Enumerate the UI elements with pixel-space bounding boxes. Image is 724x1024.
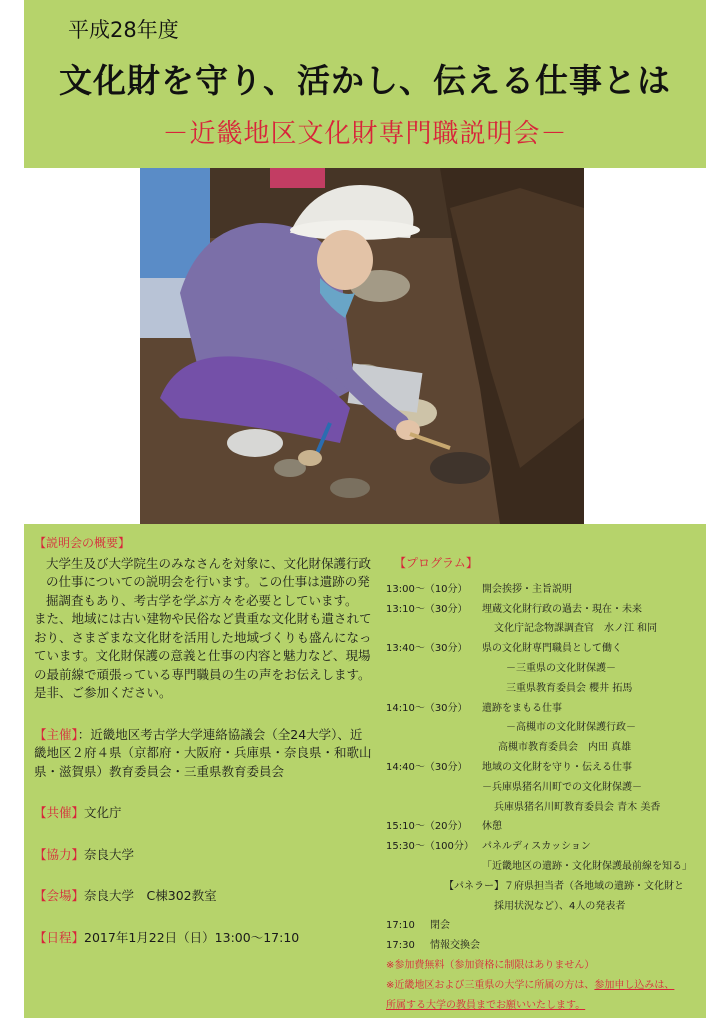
panelist-text: ７府県担当者（各地域の遺跡・文化財と [504, 880, 684, 892]
organizer-field [34, 726, 372, 782]
program-row [386, 817, 702, 837]
program-row [386, 758, 702, 778]
registration-note-emphasis: 参加申し込みは、 [594, 979, 675, 991]
program-time: 17:30 [386, 940, 415, 952]
support-value: 文化庁 [84, 805, 122, 820]
program-heading: 【プログラム】 [394, 556, 478, 570]
overview-column [34, 534, 372, 947]
page-title: 文化財を守り、活かし、伝える仕事とは [59, 61, 671, 100]
program-row [386, 936, 702, 956]
cooperation-field [34, 846, 372, 865]
content-panel [24, 524, 706, 1018]
program-row [386, 639, 702, 659]
program-time: 15:30～（100分） [386, 841, 474, 853]
header-banner [24, 0, 706, 168]
program-subtitle: 「近畿地区の遺跡・文化財保護最前線を知る」 [482, 860, 692, 872]
program-speaker: 文化庁記念物課調査官 水ノ江 和同 [494, 623, 658, 635]
registration-note [386, 976, 702, 996]
program-item: 閉会 [430, 920, 450, 932]
program-item: 地域の文化財を守り・伝える仕事 [482, 761, 632, 773]
program-time: 13:40～（30分） [386, 643, 468, 655]
organizer-label: 【主催】 [34, 726, 78, 742]
program-speaker: 高槻市教育委員会 内田 真雄 [498, 742, 632, 754]
program-subtitle: －兵庫県猪名川町での文化財保護－ [482, 781, 642, 793]
program-row [386, 699, 702, 719]
page-subtitle: －近畿地区文化財専門職説明会－ [162, 119, 568, 149]
program-item: 遺跡をまもる仕事 [482, 702, 562, 714]
overview-heading: 【説明会の概要】 [34, 536, 131, 550]
program-item: 県の文化財専門職員として働く [482, 643, 622, 655]
cooperation-label: 【協力】 [34, 846, 85, 862]
panelist-text-continued: 採用状況など）、4人の発表者 [494, 900, 626, 912]
program-item: パネルディスカッション [482, 841, 591, 853]
program-row [386, 580, 702, 600]
program-item: 埋蔵文化財行政の過去・現在・未来 [482, 603, 642, 615]
date-value: 2017年1月22日（日）13:00～17:10 [84, 929, 300, 945]
venue-value: 奈良大学 C棟302教室 [84, 888, 217, 903]
fee-note: ※参加費無料（参加資格に制限はありません） [386, 959, 595, 971]
program-item: 情報交換会 [430, 940, 480, 952]
program-speaker: 兵庫県猪名川町教育委員会 青木 美香 [494, 801, 661, 813]
program-subtitle: －高槻市の文化財保護行政－ [506, 722, 636, 734]
cooperation-value: 奈良大学 [84, 846, 135, 862]
overview-paragraph-2: また、地域には古い建物や民俗など貴重な文化財も遺されており、さまざまな文化財を活用した地域づくりも盛んになっています。文化財保護の意義と仕事の内容と魅力など、現場の最前線で頑張っている専門職員の生の声をお伝えします。是非、ご参加ください。 [34, 611, 372, 700]
overview-paragraph-1: 大学生及び大学院生のみなさんを対象に、文化財保護行政の仕事についての説明会を行います。この仕事は遺跡の発掘調査もあり、考古学を学ぶ方々を必要としています。 [46, 555, 372, 608]
program-time: 17:10 [386, 920, 415, 932]
date-label: 【日程】 [34, 929, 85, 945]
program-time: 15:10～（20分） [386, 821, 468, 833]
date-field [34, 929, 372, 948]
program-time: 14:10～（30分） [386, 702, 468, 714]
excavation-photo [140, 168, 584, 524]
program-time: 14:40～（30分） [386, 761, 468, 773]
support-field [34, 804, 372, 823]
panelist-label: 【パネラー】 [444, 880, 504, 892]
program-time: 13:10～（30分） [386, 603, 468, 615]
program-speaker: 三重県教育委員会 櫻井 拓馬 [506, 682, 633, 694]
organizer-value: ：近畿地区考古学大学連絡協議会（全24大学）、近畿地区２府４県（京都府・大阪府・兵庫県・奈良県・和歌山県・滋賀県）教育委員会・三重県教育委員会 [34, 726, 372, 779]
program-row [386, 837, 702, 857]
registration-note-text: ※近畿地区および三重県の大学に所属の方は、 [386, 979, 595, 991]
registration-note-continued: 所属する大学の教員までお願いいたします。 [386, 999, 586, 1011]
panelist-line [386, 877, 702, 897]
venue-field [34, 887, 372, 906]
program-subtitle: －三重県の文化財保護－ [506, 662, 616, 674]
program-column [386, 554, 702, 1015]
program-item: 開会挨拶・主旨説明 [482, 583, 572, 595]
support-label: 【共催】 [34, 805, 85, 820]
program-time: 13:00～（10分） [386, 583, 468, 595]
program-item: 休憩 [482, 821, 502, 833]
venue-label: 【会場】 [34, 888, 85, 903]
program-row [386, 600, 702, 620]
program-row [386, 916, 702, 936]
fiscal-year: 平成28年度 [68, 18, 179, 42]
